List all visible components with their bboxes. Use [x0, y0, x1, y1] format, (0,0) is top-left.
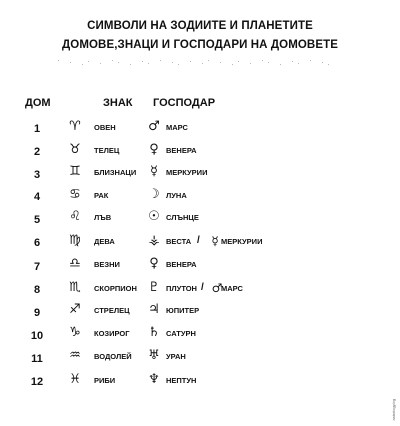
sign-name: СКОРПИОН	[94, 284, 137, 293]
sign-name: ЛЪВ	[94, 213, 112, 222]
dot	[88, 61, 89, 62]
venus-icon: ♀	[149, 256, 159, 271]
header-ruler: ГОСПОДАР	[153, 97, 216, 109]
separator-slash: /	[197, 235, 200, 246]
ruler-name: САТУРН	[166, 329, 196, 338]
mars-icon: ♂	[148, 119, 160, 134]
header-sign: ЗНАК	[103, 97, 133, 109]
capricorn-icon: ♑	[69, 325, 81, 340]
cancer-icon: ♋	[69, 187, 81, 202]
dot	[190, 61, 191, 62]
house-number: 5	[33, 214, 41, 226]
dot	[298, 63, 299, 64]
separator-slash: /	[201, 282, 204, 293]
vesta-icon: ⚶	[148, 233, 160, 248]
dot	[70, 62, 71, 63]
ruler-name: ВЕНЕРА	[166, 146, 197, 155]
header-house: ДОМ	[25, 97, 51, 109]
scorpio-icon: ♏	[69, 280, 81, 295]
jupiter-icon: ♃	[148, 302, 160, 317]
dot	[148, 63, 149, 64]
house-number: 11	[31, 353, 43, 365]
dot	[142, 61, 143, 62]
dot	[220, 62, 221, 63]
decorative-dots	[58, 60, 348, 66]
dot	[262, 60, 263, 61]
watermark: astrology.bg	[391, 398, 396, 420]
leo-icon: ♌	[69, 209, 81, 224]
ruler2-name: МЕРКУРИИ	[221, 237, 263, 246]
house-number: 3	[33, 169, 41, 181]
libra-icon: ♎	[69, 256, 81, 271]
ruler-name: ПЛУТОН	[166, 284, 197, 293]
ruler-name: НЕПТУН	[166, 376, 197, 385]
dot	[82, 64, 83, 65]
house-number: 4	[33, 191, 41, 203]
dot	[178, 64, 179, 65]
uranus-icon: ♅	[148, 348, 160, 363]
house-number: 1	[33, 123, 41, 135]
dot	[172, 62, 173, 63]
dot	[322, 62, 323, 63]
sign-name: БЛИЗНАЦИ	[94, 168, 137, 177]
mercury-icon: ☿	[150, 164, 158, 179]
title-line-1: СИМВОЛИ НА ЗОДИИТЕ И ПЛАНЕТИТЕ	[87, 20, 313, 32]
moon-icon: ☽	[148, 187, 160, 202]
sign-name: КОЗИРОГ	[94, 329, 130, 338]
dot	[160, 60, 161, 61]
house-number: 7	[33, 261, 41, 273]
ruler-name: МАРС	[166, 123, 188, 132]
house-number: 12	[30, 376, 44, 388]
ruler-name: ВЕНЕРА	[166, 260, 197, 269]
dot	[268, 62, 269, 63]
ruler-name: СЛЪНЦЕ	[166, 213, 199, 222]
ruler2-name: МАРС	[221, 284, 243, 293]
dot	[112, 60, 113, 61]
dot	[250, 63, 251, 64]
house-number: 2	[33, 146, 41, 158]
sign-name: РАК	[94, 191, 109, 200]
sign-name: ДЕВА	[94, 237, 115, 246]
saturn-icon: ♄	[148, 325, 160, 340]
venus-icon: ♀	[149, 142, 159, 157]
dot	[202, 63, 203, 64]
mercury-icon: ☿	[211, 234, 219, 248]
dot	[100, 63, 101, 64]
sign-name: ВЕЗНИ	[94, 260, 120, 269]
dot	[232, 64, 233, 65]
neptune-icon: ♆	[148, 372, 160, 387]
ruler-name: ЛУНА	[166, 191, 187, 200]
ruler-name: ЮПИТЕР	[166, 306, 200, 315]
dot	[118, 62, 119, 63]
pisces-icon: ♓	[69, 372, 81, 387]
house-number: 10	[30, 330, 44, 342]
sign-name: ТЕЛЕЦ	[94, 146, 120, 155]
sign-name: ВОДОЛЕЙ	[94, 352, 132, 361]
title-line-2: ДОМОВЕ,ЗНАЦИ И ГОСПОДАРИ НА ДОМОВЕТЕ	[61, 39, 338, 51]
dot	[328, 64, 329, 65]
mars-icon: ♂	[211, 281, 223, 295]
gemini-icon: ♊	[69, 164, 81, 179]
dot	[130, 64, 131, 65]
sign-name: РИБИ	[94, 376, 116, 385]
house-number: 9	[33, 307, 41, 319]
sun-icon: ☉	[148, 209, 160, 224]
dot	[280, 64, 281, 65]
dot	[238, 61, 239, 62]
aquarius-icon: ♒	[69, 348, 81, 363]
dot	[58, 60, 59, 61]
aries-icon: ♈	[69, 119, 81, 134]
house-number: 8	[33, 284, 41, 296]
sign-name: СТРЕЛЕЦ	[94, 306, 130, 315]
dot	[292, 61, 293, 62]
dot	[310, 60, 311, 61]
sign-name: ОВЕН	[94, 123, 116, 132]
pluto-icon: ♇	[148, 280, 160, 295]
ruler-name: ВЕСТА	[166, 237, 192, 246]
virgo-icon: ♍	[69, 233, 81, 248]
ruler-name: УРАН	[166, 352, 186, 361]
sagittarius-icon: ♐	[69, 302, 81, 317]
house-number: 6	[33, 237, 41, 249]
taurus-icon: ♉	[69, 142, 81, 157]
dot	[208, 60, 209, 61]
ruler-name: МЕРКУРИИ	[166, 168, 208, 177]
